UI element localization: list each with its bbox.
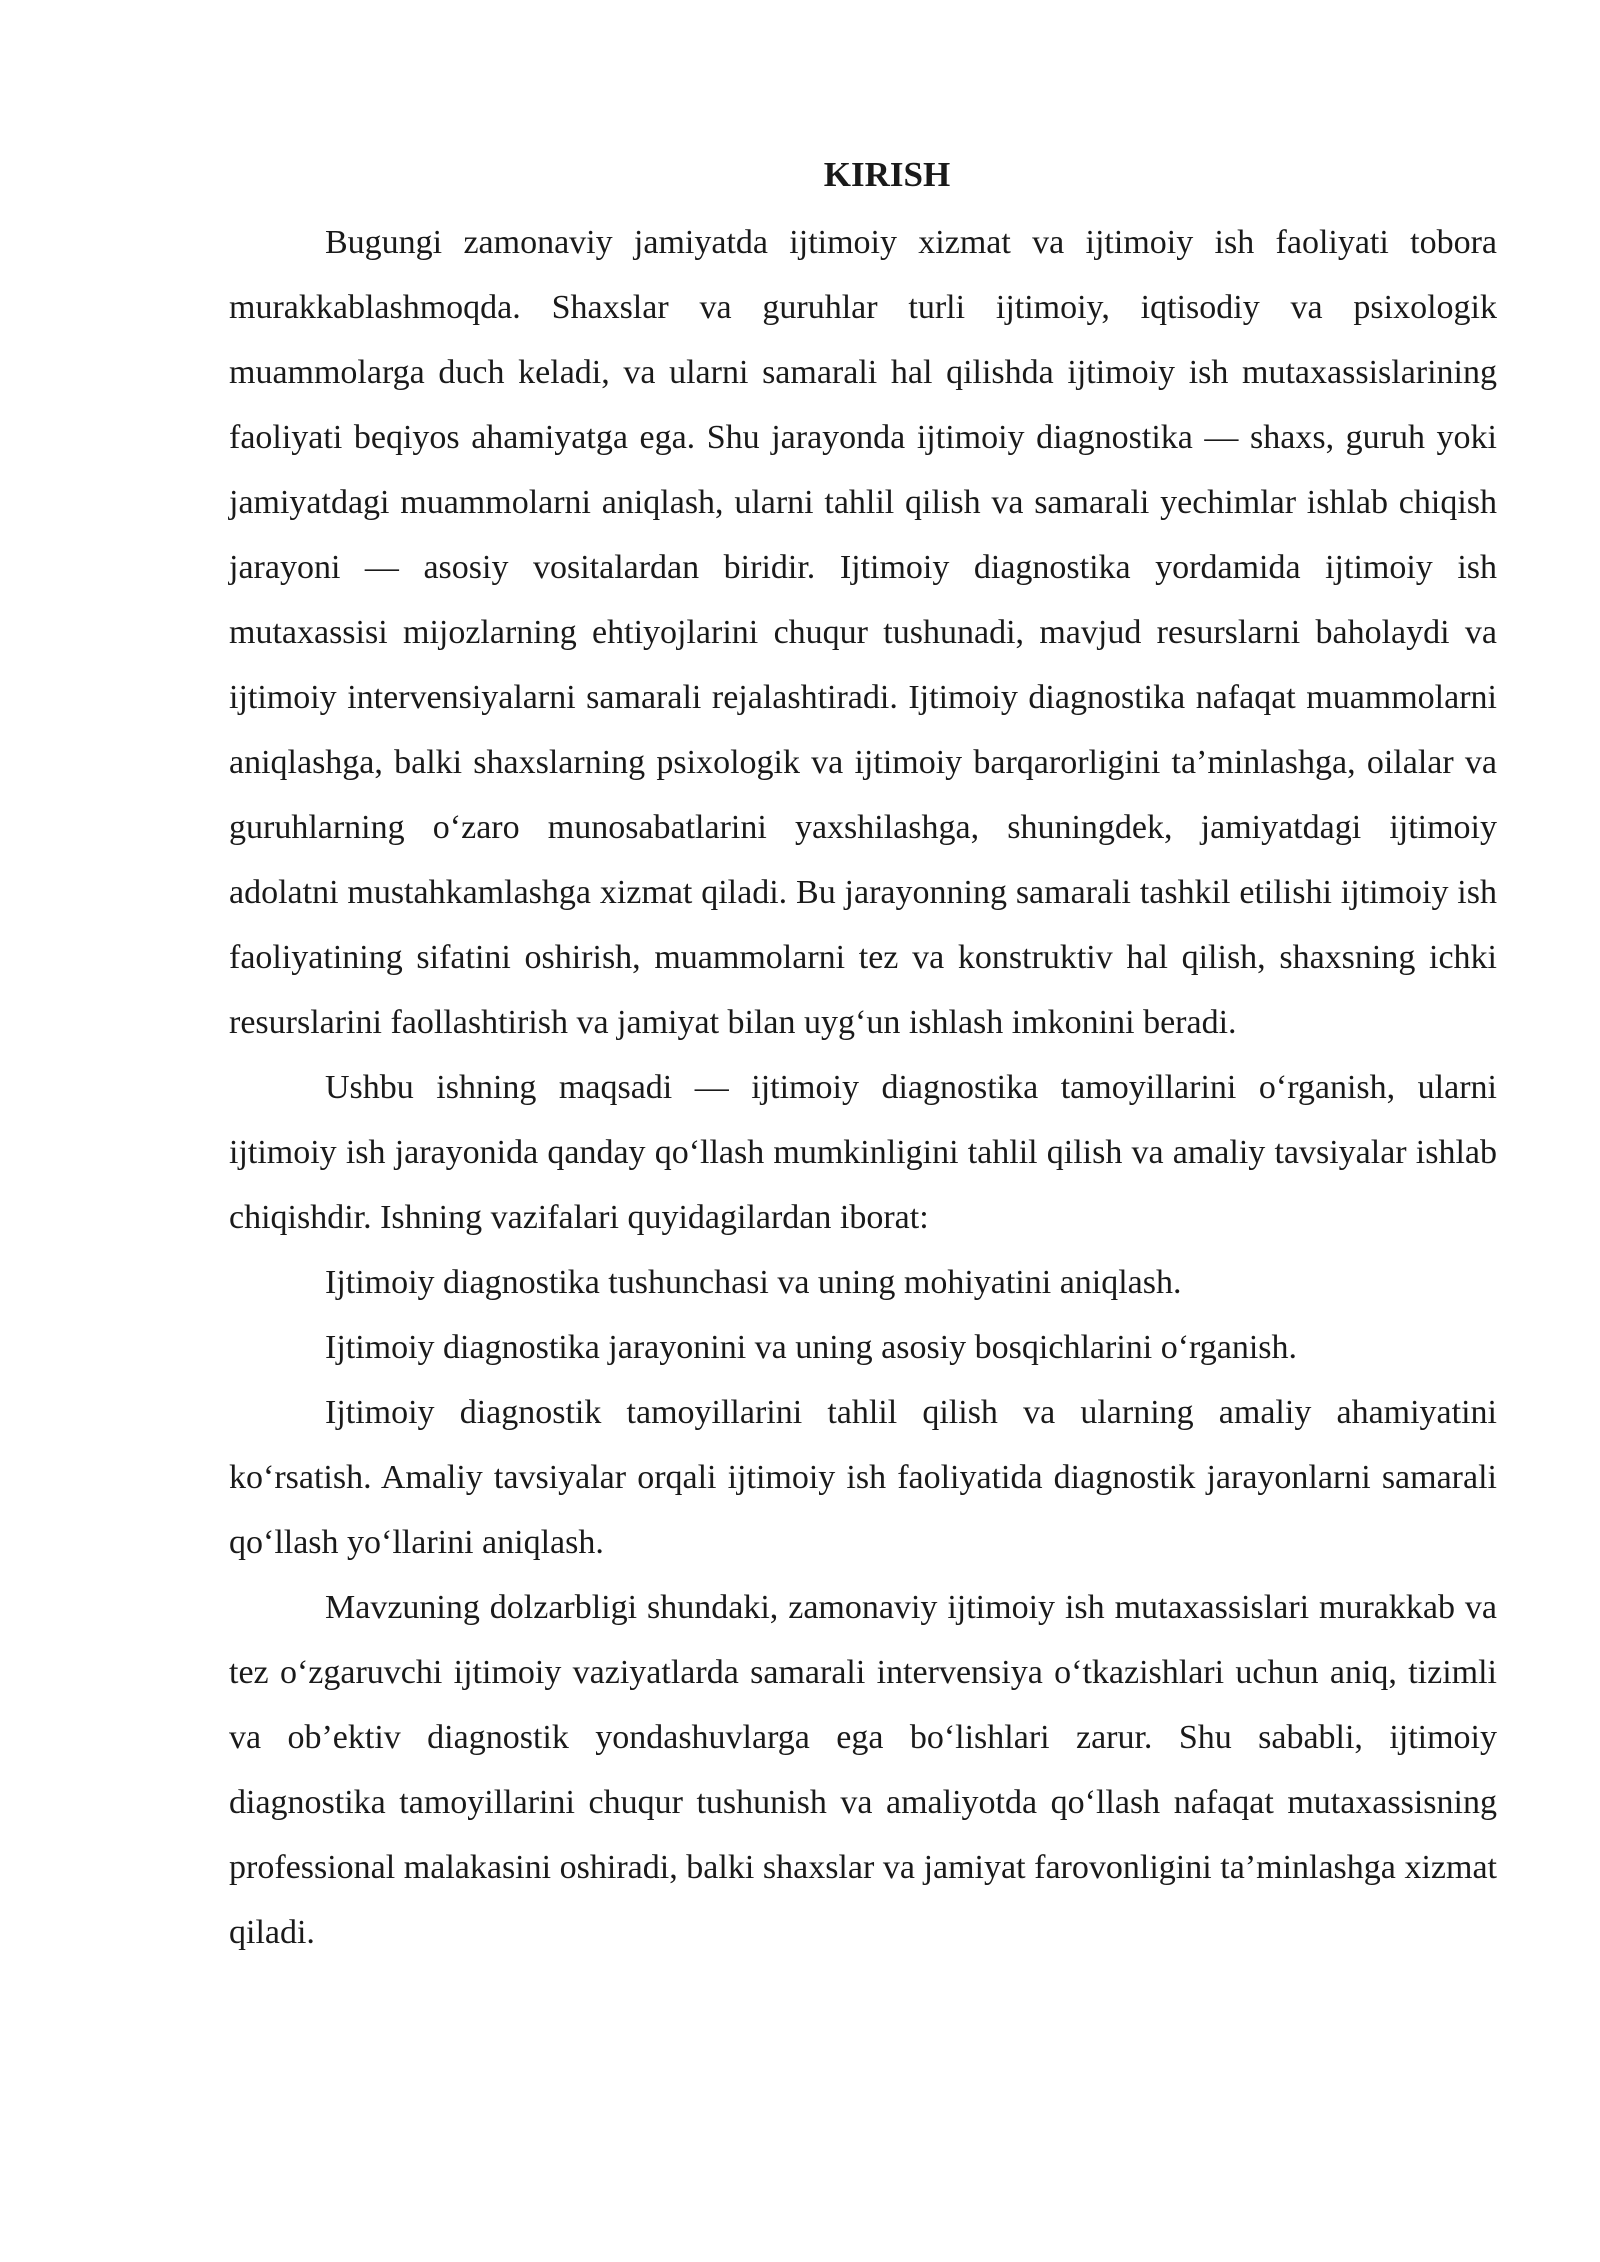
- task-item-2: Ijtimoiy diagnostika jarayonini va uning asosiy bosqichlarini o‘rganish.: [325, 1329, 1298, 1366]
- paragraph-purpose: Ushbu ishning maqsadi — ijtimoiy diagnostika tamoyillarini o‘rganish, ularni ijtimoiy ish jarayonida qanday qo‘llash mumkinligini tahlil qilish va amaliy tavsiyalar ishlab chiqishdir. Ishning vazifalari quyidagilardan iborat:: [229, 1069, 1497, 1236]
- paragraph-intro: Bugungi zamonaviy jamiyatda ijtimoiy xizmat va ijtimoiy ish faoliyati tobora murakkablashmoqda. Shaxslar va guruhlar turli ijtimoiy, iqtisodiy va psixologik muammolarga duch keladi, va ularni samarali hal qilishda ijtimoiy ish mutaxassislarining faoliyati beqiyos ahamiyatga ega. Shu jarayonda ijtimoiy diagnostika — shaxs, guruh yoki jamiyatdagi muammolarni aniqlash, ularni tahlil qilish va samarali yechimlar ishlab chiqish jarayoni — asosiy vositalardan biridir. Ijtimoiy diagnostika yordamida ijtimoiy ish mutaxassisi mijozlarning ehtiyojlarini chuqur tushunadi, mavjud resurslarni baholaydi va ijtimoiy intervensiyalarni samarali rejalashtiradi. Ijtimoiy diagnostika nafaqat muammolarni aniqlashga, balki shaxslarning psixologik va ijtimoiy barqarorligini ta’minlashga, oilalar va guruhlarning o‘zaro munosabatlarini yaxshilashga, shuningdek, jamiyatdagi ijtimoiy adolatni mustahkamlashga xizmat qiladi. Bu jarayonning samarali tashkil etilishi ijtimoiy ish faoliyatining sifatini oshirish, muammolarni tez va konstruktiv hal qilish, shaxsning ichki resurslarini faollashtirish va jamiyat bilan uyg‘un ishlash imkonini beradi.: [229, 224, 1497, 1041]
- task-item-3: Ijtimoiy diagnostik tamoyillarini tahlil qilish va ularning amaliy ahamiyatini ko‘rsatish. Amaliy tavsiyalar orqali ijtimoiy ish faoliyatida diagnostik jarayonlarni samarali qo‘llash yo‘llarini aniqlash.: [229, 1394, 1497, 1561]
- paragraph-relevance: Mavzuning dolzarbligi shundaki, zamonaviy ijtimoiy ish mutaxassislari murakkab va tez o‘zgaruvchi ijtimoiy vaziyatlarda samarali intervensiya o‘tkazishlari uchun aniq, tizimli va ob’ektiv diagnostik yondashuvlarga ega bo‘lishlari zarur. Shu sababli, ijtimoiy diagnostika tamoyillarini chuqur tushunish va amaliyotda qo‘llash nafaqat mutaxassisning professional malakasini oshiradi, balki shaxslar va jamiyat farovonligini ta’minlashga xizmat qiladi.: [229, 1589, 1497, 1951]
- task-item-1: Ijtimoiy diagnostika tushunchasi va uning mohiyatini aniqlash.: [325, 1264, 1182, 1301]
- page-title: KIRISH: [823, 155, 951, 194]
